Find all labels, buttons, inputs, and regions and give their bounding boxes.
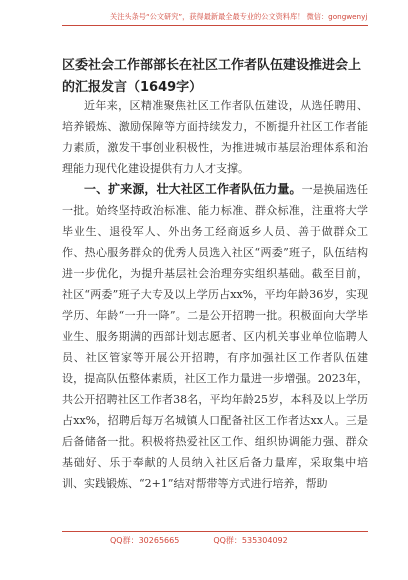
section-1-heading: 一、扩来源，壮大社区工作者队伍力量。 <box>84 182 302 196</box>
header-rule <box>62 25 368 26</box>
footer-qq-group-1: QQ群：30265665 <box>110 536 180 545</box>
section-1-text: 一是换届选任一批。始终坚持政治标准、能力标准、群众标准，注重将大学毕业生、退役军人、外出务工经商返乡人员、善于做群众工作、热心服务群众的优秀人员选入社区“两委”班子，队伍结构进一步优化，为提升基层社会治理夯实组织基础。截至目前，社区“两委”班子大专及以上学历占xx%，平均年龄36岁，实现学历、年龄“一升一降”。二是公开招聘一批。积极面向大学毕业生、服务期满的西部计划志愿者、区内机关事业单位临聘人员、社区管家等开展公开招聘，有序加强社区工作者队伍建设，提高队伍整体素质，社区工作力量进一步增强。2023年，共公开招聘社区工作者38名，平均年龄25岁，本科及以上学历占xx%，招聘后每万名城镇人口配备社区工作者达xx人。三是后备储备一批。积极将热爱社区工作、组织协调能力强、群众基础好、乐于奉献的人员纳入社区后备力量库，采取集中培训、实践锻炼、“2+1”结对帮带等方式进行培养，帮助 <box>62 183 368 490</box>
document-body <box>62 95 368 535</box>
footer-rule <box>62 531 368 532</box>
footer <box>110 535 340 547</box>
intro-paragraph: 近年来，区精准聚焦社区工作者队伍建设，从选任聘用、培养锻炼、激励保障等方面持续发力，不断提升社区工作者能力素质，激发干事创业积极性，为推进城市基层治理体系和治理能力现代化建设提供有力人才支撑。 <box>62 99 368 175</box>
document-title: 区委社会工作部部长在社区工作者队伍建设推进会上的汇报发言（1649字） <box>62 58 362 95</box>
section-1-paragraph <box>62 179 368 494</box>
promo-banner: 关注头条号“公文研究”，获得最新最全最专业的公文资料库！ 微信：gongwenyj <box>110 12 368 21</box>
footer-qq-group-2: QQ群：535304092 <box>213 536 288 545</box>
